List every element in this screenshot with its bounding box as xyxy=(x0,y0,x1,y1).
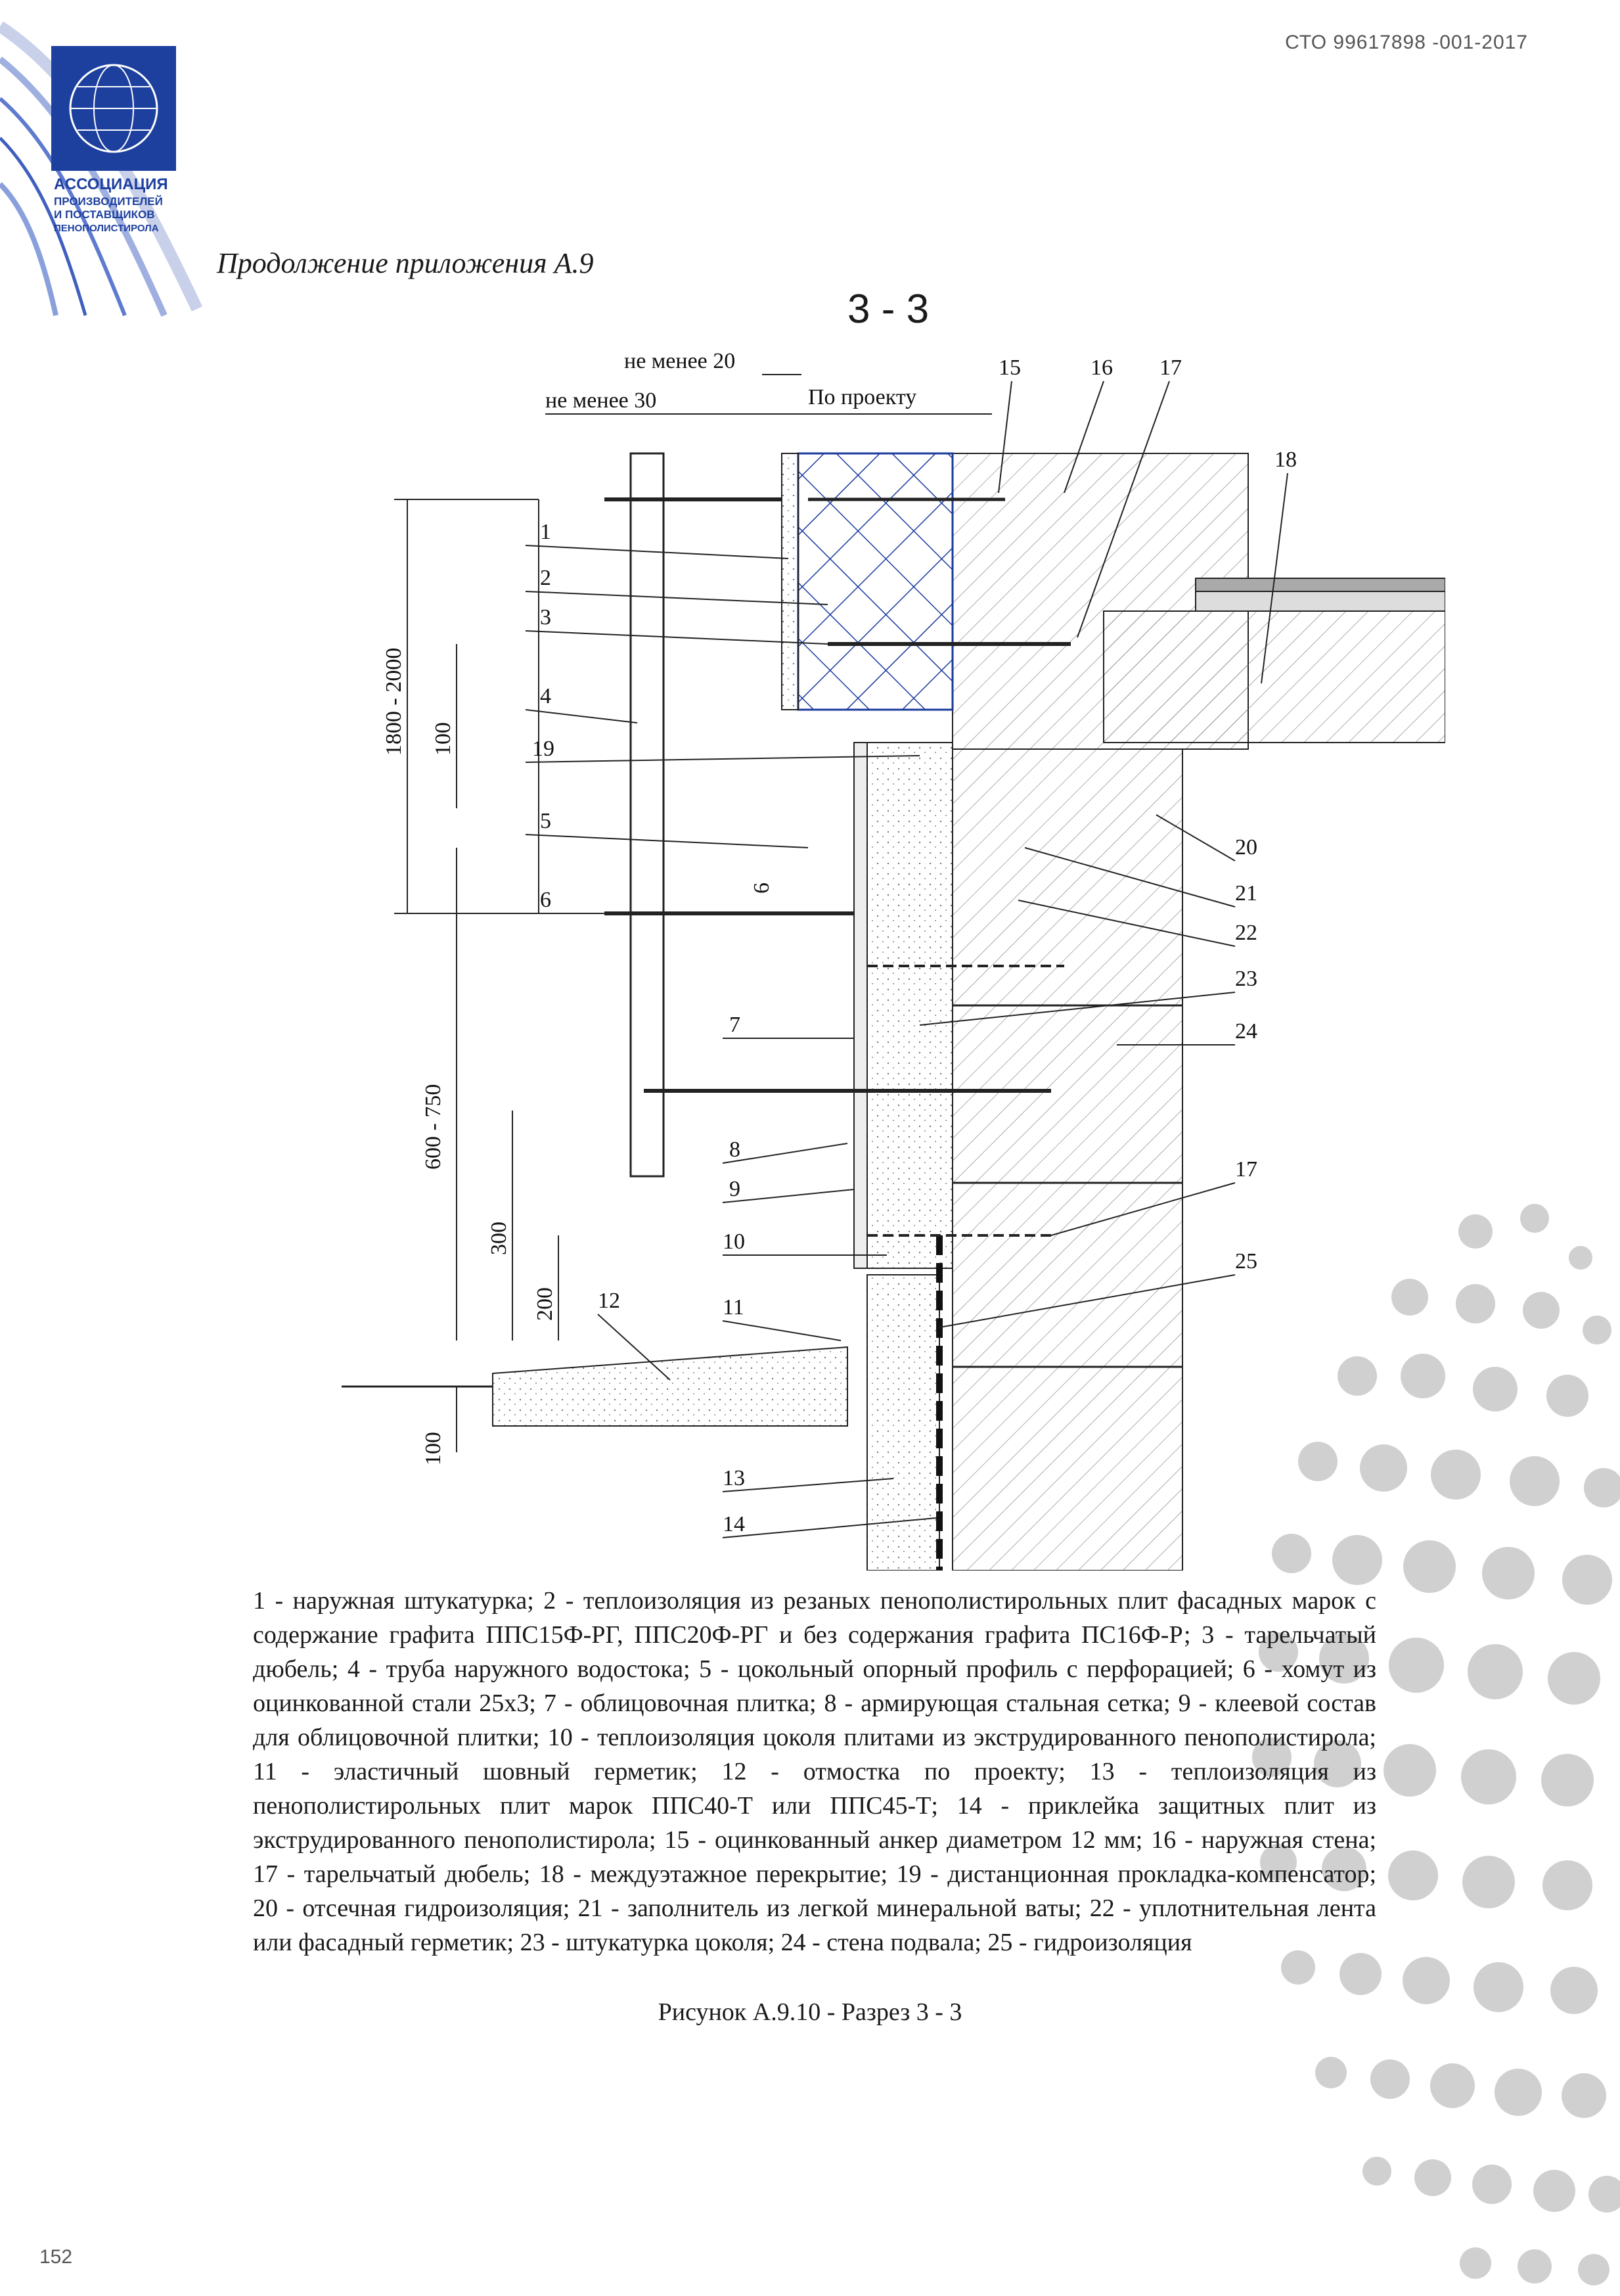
insulation-13 xyxy=(867,1275,939,1571)
dim-300: 300 xyxy=(487,1222,511,1255)
callout-19: 19 xyxy=(532,737,554,761)
svg-text:ПРОИЗВОДИТЕЛЕЙ: ПРОИЗВОДИТЕЛЕЙ xyxy=(54,195,163,208)
dim-min20: не менее 20 xyxy=(624,349,736,373)
callout-25: 25 xyxy=(1235,1249,1257,1274)
callout-3: 3 xyxy=(540,605,551,630)
callout-15: 15 xyxy=(999,356,1021,380)
callout-17b: 17 xyxy=(1235,1157,1257,1182)
legend-text: 1 - наружная штукатурка; 2 - теплоизоляция из резаных пенополистирольных плит фасадных марок с содержание графита ППС15Ф-РГ, ППС20Ф-РГ и без содержания графита ПС16Ф-Р; 3 - тарельчатый дюбель; 4 - труба наружного водостока; 5 - цокольный опорный профиль с перфорацией; 6 - хомут из оцинкованной стали 25х3; 7 - облицовочная плитка; 8 - армирующая стальная сетка; 9 - клеевой состав для облицовочной плитки; 10 - теплоизоляция цоколя плитами из экструдированного пенополистирола; 11 - эластичный шовный герметик; 12 - отмостка по проекту; 13 - теплоизоляция из пенополистирольных плит марок ППС40-Т или ППС45-Т; 14 - приклейка защитных плит из экструдированного пенополистирола; 15 - оцинкованный анкер диаметром 12 мм; 16 - наружная стена; 17 - тарельчатый дюбель; 18 - междуэтажное перекрытие; 19 - дистанционная прокладка-компенсатор; 20 - отсечная гидроизоляция; 21 - заполнитель из легкой минеральной ваты; 22 - уплотнительная лента или фасадный герметик; 23 - штукатурка цоколя; 24 - стена подвала; 25 - гидроизоляция xyxy=(253,1587,1376,1956)
callout-6: 6 xyxy=(540,888,551,912)
facade-insulation-2 xyxy=(798,453,953,710)
svg-text:АССОЦИАЦИЯ: АССОЦИАЦИЯ xyxy=(54,175,168,193)
section-drawing xyxy=(328,335,1445,1571)
callout-22: 22 xyxy=(1235,921,1257,945)
dim-1800-2000: 1800 - 2000 xyxy=(382,647,406,756)
callout-18: 18 xyxy=(1274,448,1297,472)
callout-5: 5 xyxy=(540,809,551,833)
blind-area-12 xyxy=(493,1347,847,1426)
callout-8: 8 xyxy=(729,1137,740,1162)
dim-600-750: 600 - 750 xyxy=(421,1084,445,1170)
callout-23: 23 xyxy=(1235,967,1257,991)
dim-min30: не менее 30 xyxy=(545,388,657,413)
callout-24: 24 xyxy=(1235,1019,1257,1044)
association-logo xyxy=(51,46,176,243)
document-code: СТО 99617898 -001-2017 xyxy=(1285,32,1528,53)
dim-6: 6 xyxy=(750,883,774,894)
callout-7: 7 xyxy=(729,1013,740,1037)
plaster-1 xyxy=(782,453,798,710)
callout-1: 1 xyxy=(540,520,551,544)
page-number: 152 xyxy=(39,2246,73,2268)
floor-slab-18 xyxy=(1104,611,1445,743)
callout-13: 13 xyxy=(723,1466,745,1490)
continuation-heading: Продолжение приложения А.9 xyxy=(217,247,594,279)
downpipe-4 xyxy=(631,453,664,1176)
dim-100b: 100 xyxy=(421,1432,445,1465)
callout-10: 10 xyxy=(723,1229,745,1254)
dim-100a: 100 xyxy=(431,722,455,756)
svg-text:ПЕНОПОЛИСТИРОЛА: ПЕНОПОЛИСТИРОЛА xyxy=(54,223,159,234)
callout-14: 14 xyxy=(723,1512,745,1536)
callout-16: 16 xyxy=(1091,356,1113,380)
dim-by-project: По проекту xyxy=(808,385,917,409)
svg-text:И ПОСТАВЩИКОВ: И ПОСТАВЩИКОВ xyxy=(54,208,155,221)
facing-tile-7 xyxy=(854,743,867,1268)
plinth-insulation-10 xyxy=(867,743,953,1268)
callout-17: 17 xyxy=(1159,356,1182,380)
section-title: 3 - 3 xyxy=(847,287,930,332)
figure-caption: Рисунок А.9.10 - Разрез 3 - 3 xyxy=(658,1998,962,2026)
callout-4: 4 xyxy=(540,684,551,708)
callout-20: 20 xyxy=(1235,835,1257,860)
dim-200: 200 xyxy=(533,1287,557,1321)
callout-21: 21 xyxy=(1235,881,1257,906)
callout-9: 9 xyxy=(729,1177,740,1201)
callout-2: 2 xyxy=(540,566,551,590)
callout-12: 12 xyxy=(598,1289,620,1313)
callout-11: 11 xyxy=(723,1295,744,1320)
basement-wall-24 xyxy=(953,749,1182,1571)
